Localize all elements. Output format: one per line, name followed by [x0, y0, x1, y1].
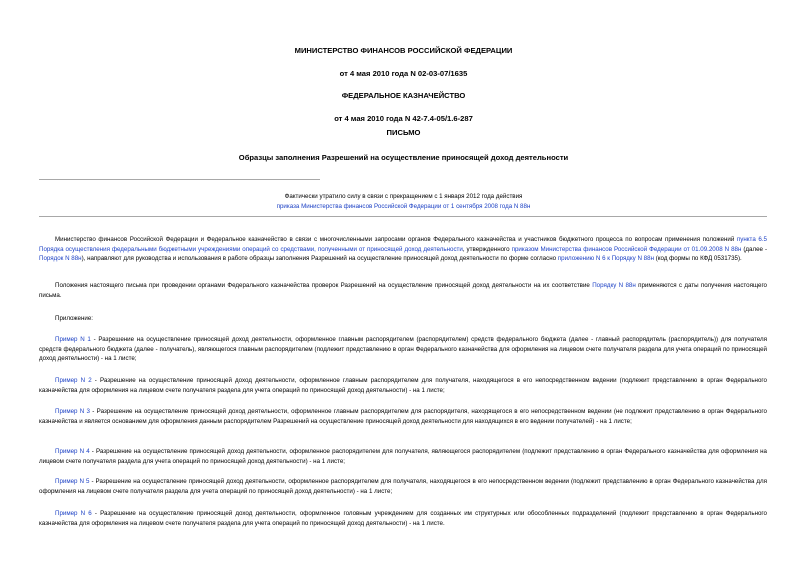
- example-item-5: [39, 477, 767, 496]
- example-item-3: [39, 407, 767, 426]
- example-link-4[interactable]: Пример N 4: [55, 448, 90, 455]
- example-text-3: - Разрешение на осуществление приносящей доход деятельности, оформленное главным распорядителем для распорядителя, находящегося в его непосредственном ведении (не подлежит представлению в орган Федерального казначейства и является основанием для оформления данным распорядителем Разрешений на осуществление приносящей доход деятельности для находящихся в его ведении получателей) - на 1 листе;: [39, 408, 767, 425]
- intro-paragraph: [39, 235, 767, 264]
- link-poryadok-88n[interactable]: Порядок N 88н: [39, 255, 82, 263]
- intro-text-4: ), направляют для руководства и использования в работе образцы заполнения Разрешений на осуществление приносящей доход деятельности по форме согласно: [81, 255, 558, 263]
- example-text-5: - Разрешение на осуществление приносящей доход деятельности, оформленное распорядителем для получателя, находящегося в его непосредственном ведении (подлежит представлению в орган Федерального казначейства для оформления на лицевом счете получателя раздела для учета операций по приносящей доход деятельности) - на 1 листе;: [39, 478, 767, 495]
- full-divider: [39, 216, 767, 217]
- status-note-text: Фактически утратило силу в связи с прекращением с 1 января 2012 года действия: [284, 193, 523, 200]
- intro-text-2: , утвержденного: [462, 245, 512, 253]
- example-item-2: [39, 376, 767, 395]
- validity-paragraph: [39, 281, 767, 300]
- example-text-4: - Разрешение на осуществление приносящей доход деятельности, оформленное распорядителем для получателя, являющегося распорядителем (подлежит представлению в орган Федерального казначейства для оформления на лицевом счете получателя раздела для учета операций по приносящей доход деятельности) - на 1 листе;: [39, 448, 767, 465]
- short-divider: [39, 179, 320, 180]
- link-prikaz-88n[interactable]: приказом Министерства финансов Российской Федерации от 01.09.2008 N 88н: [511, 245, 742, 253]
- ministry-heading: МИНИСТЕРСТВО ФИНАНСОВ РОССИЙСКОЙ ФЕДЕРАЦИИ: [294, 46, 513, 55]
- status-note-link[interactable]: приказа Министерства финансов Российской Федерации от 1 сентября 2008 года N 88н: [276, 203, 531, 210]
- link-prilozhenie-6[interactable]: приложению N 6 к Порядку N 88н: [557, 255, 654, 263]
- example-item-6: [39, 509, 767, 528]
- document-title: Образцы заполнения Разрешений на осуществление приносящей доход деятельности: [238, 153, 569, 162]
- example-link-2[interactable]: Пример N 2: [55, 377, 92, 384]
- treasury-doc-date: от 4 мая 2010 года N 42-7.4-05/1.6-287: [334, 114, 473, 123]
- example-item-4: [39, 447, 767, 466]
- example-link-1[interactable]: Пример N 1: [55, 336, 91, 343]
- document-type: ПИСЬМО: [386, 128, 421, 137]
- appendix-label: Приложение:: [55, 315, 94, 322]
- validity-text-1: Положения настоящего письма при проведении органами Федерального казначейства проверок Разрешений на осуществление приносящей доход деятельности на их соответствие: [55, 282, 593, 289]
- intro-text-5: (код формы по КФД 0531735).: [653, 255, 742, 263]
- intro-text-3: (далее -: [741, 245, 768, 253]
- example-link-3[interactable]: Пример N 3: [55, 408, 90, 415]
- example-link-6[interactable]: Пример N 6: [55, 510, 92, 517]
- intro-text-1: Министерство финансов Российской Федерации и Федеральное казначейство в связи с многочисленными запросами органов Федерального казначейства и участников бюджетного процесса по вопросам применения положений: [55, 236, 737, 243]
- link-punkt-6-5[interactable]: пункта 6.5 Порядка осуществления федеральными бюджетными учреждениями операций со средствами, полученными от приносящей доход деятельности: [39, 236, 767, 253]
- example-link-5[interactable]: Пример N 5: [55, 478, 90, 485]
- status-note-line2: [0, 202, 807, 211]
- example-text-6: - Разрешение на осуществление приносящей доход деятельности, оформленное головным учреждением для созданных им структурных или обособленных подразделений (подлежит представлению в орган Федерального казначейства для оформления на лицевом счете получателя раздела для учета операций по приносящей доход деятельности) - на 1 листе.: [39, 510, 767, 527]
- treasury-heading: ФЕДЕРАЛЬНОЕ КАЗНАЧЕЙСТВО: [341, 91, 466, 100]
- ministry-doc-date: от 4 мая 2010 года N 02-03-07/1635: [339, 69, 468, 78]
- example-text-2: - Разрешение на осуществление приносящей доход деятельности, оформленное главным распорядителем для получателя, находящегося в его непосредственном ведении (подлежит представлению в орган Федерального казначейства для оформления на лицевом счете получателя раздела для учета операций по приносящей доход деятельности) - на 1 листе;: [39, 377, 767, 394]
- link-poryadok-88n-2[interactable]: Порядку N 88н: [592, 282, 636, 289]
- example-text-1: - Разрешение на осуществление приносящей доход деятельности, оформленное главным распорядителем (распорядителем) средств федерального бюджета (далее - главный распорядитель (распорядитель)) для получателя средств федерального бюджета (далее - получатель), являющегося главным распорядителем (подлежит представлению в орган Федерального казначейства для оформления на лицевом счете получателя раздела для учета операций по приносящей доход деятельности) - на 1 листе;: [39, 336, 767, 363]
- validity-text-2: применяются с даты получения настоящего письма.: [39, 282, 767, 299]
- example-item-1: [39, 335, 767, 364]
